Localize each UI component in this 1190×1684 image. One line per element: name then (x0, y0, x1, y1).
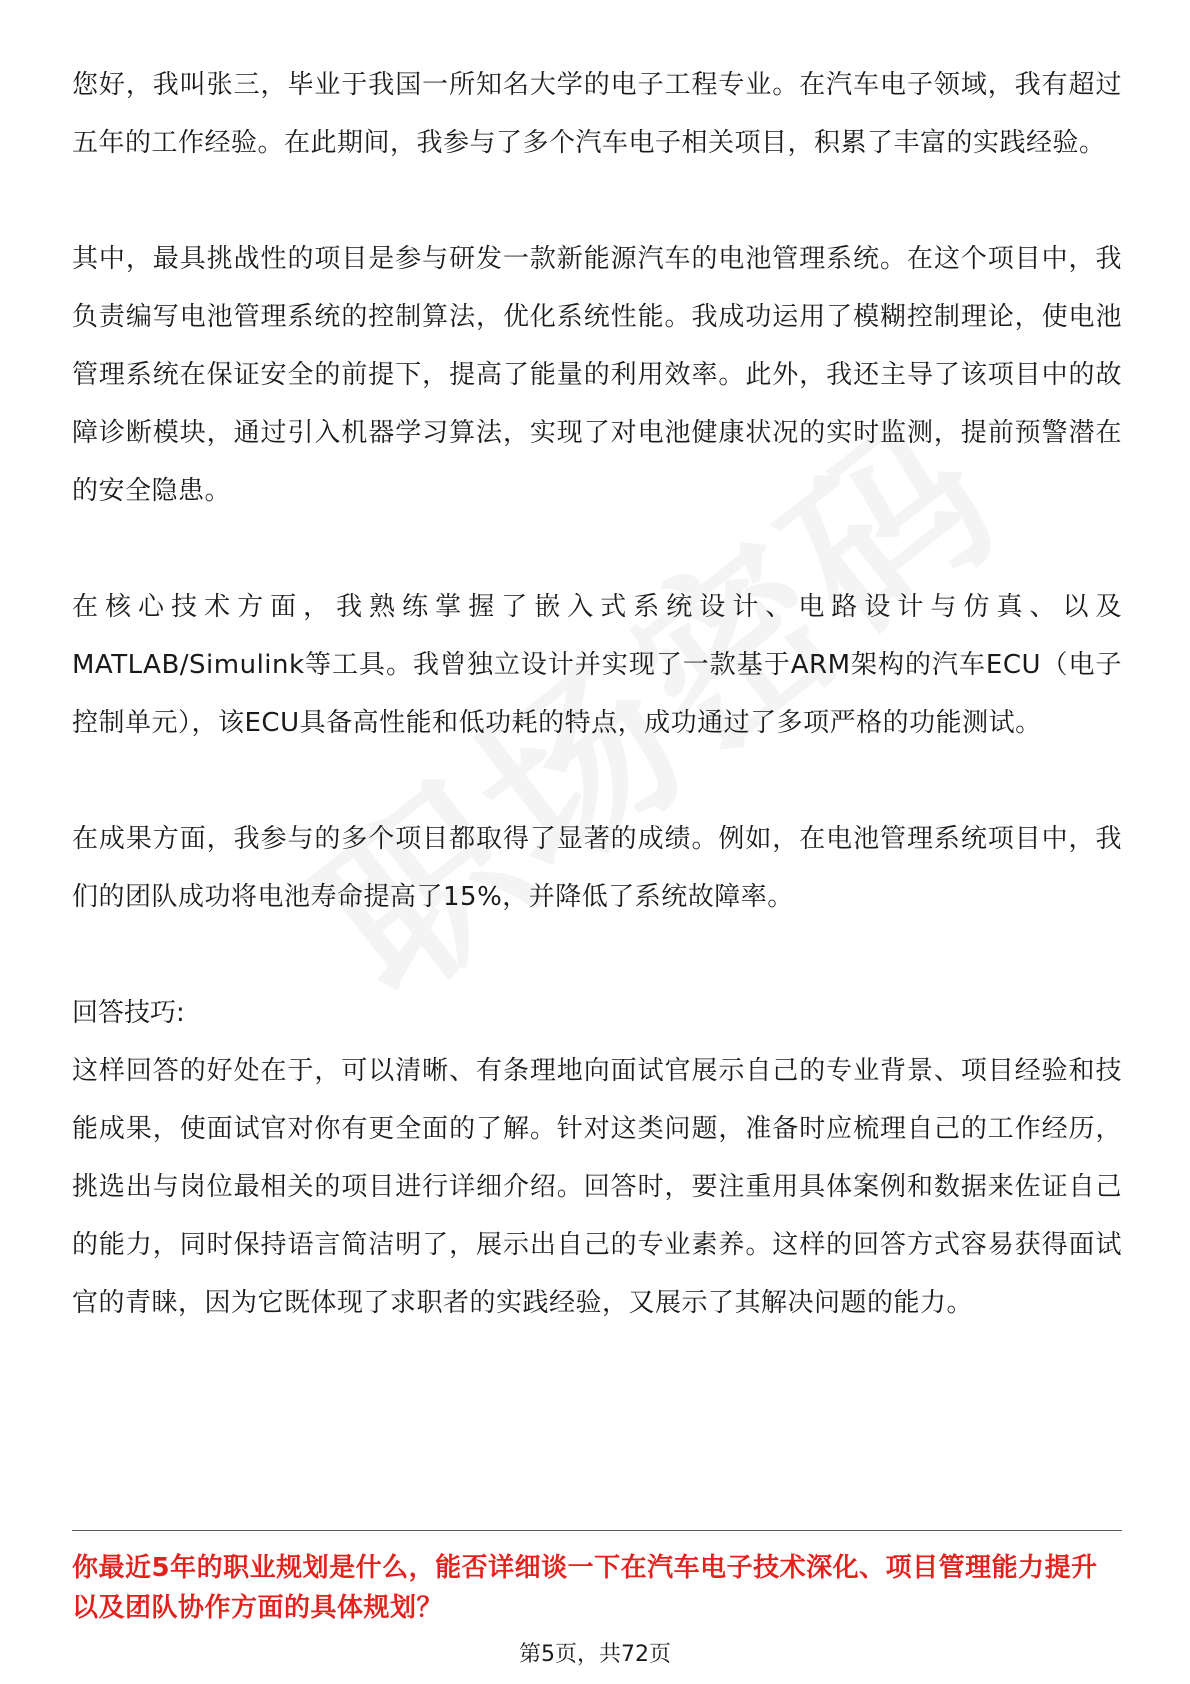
next-question-heading: 你最近5年的职业规划是什么，能否详细谈一下在汽车电子技术深化、项目管理能力提升以及团队协作方面的具体规划？ (72, 1553, 1098, 1623)
paragraph-gap (72, 520, 1122, 578)
section-divider (72, 1530, 1122, 1531)
tips-heading: 回答技巧: (72, 998, 185, 1028)
paragraph-gap (72, 172, 1122, 230)
paragraph-skills: 在核心技术方面，我熟练掌握了嵌入式系统设计、电路设计与仿真、以及MATLAB/Simulink等工具。我曾独立设计并实现了一款基于ARM架构的汽车ECU（电子控制单元），该ECU具备高性能和低功耗的特点，成功通过了多项严格的功能测试。 (72, 592, 1122, 738)
tips-paragraph: 这样回答的好处在于，可以清晰、有条理地向面试官展示自己的专业背景、项目经验和技能成果，使面试官对你有更全面的了解。针对这类问题，准备时应梳理自己的工作经历，挑选出与岗位最相关的项目进行详细介绍。回答时，要注重用具体案例和数据来佐证自己的能力，同时保持语言简洁明了，展示出自己的专业素养。这样的回答方式容易获得面试官的青睐，因为它既体现了求职者的实践经验，又展示了其解决问题的能力。 (72, 1056, 1122, 1318)
paragraph-gap (72, 926, 1122, 984)
answer-body (72, 56, 1122, 1332)
paragraph-intro: 您好，我叫张三，毕业于我国一所知名大学的电子工程专业。在汽车电子领域，我有超过五年的工作经验。在此期间，我参与了多个汽车电子相关项目，积累了丰富的实践经验。 (72, 70, 1122, 158)
paragraph-results: 在成果方面，我参与的多个项目都取得了显著的成绩。例如，在电池管理系统项目中，我们的团队成功将电池寿命提高了15%，并降低了系统故障率。 (72, 824, 1122, 912)
paragraph-project: 其中，最具挑战性的项目是参与研发一款新能源汽车的电池管理系统。在这个项目中，我负责编写电池管理系统的控制算法，优化系统性能。我成功运用了模糊控制理论，使电池管理系统在保证安全的前提下，提高了能量的利用效率。此外，我还主导了该项目中的故障诊断模块，通过引入机器学习算法，实现了对电池健康状况的实时监测，提前预警潜在的安全隐患。 (72, 244, 1122, 506)
paragraph-gap (72, 752, 1122, 810)
page-number: 第5页，共72页 (519, 1642, 671, 1667)
